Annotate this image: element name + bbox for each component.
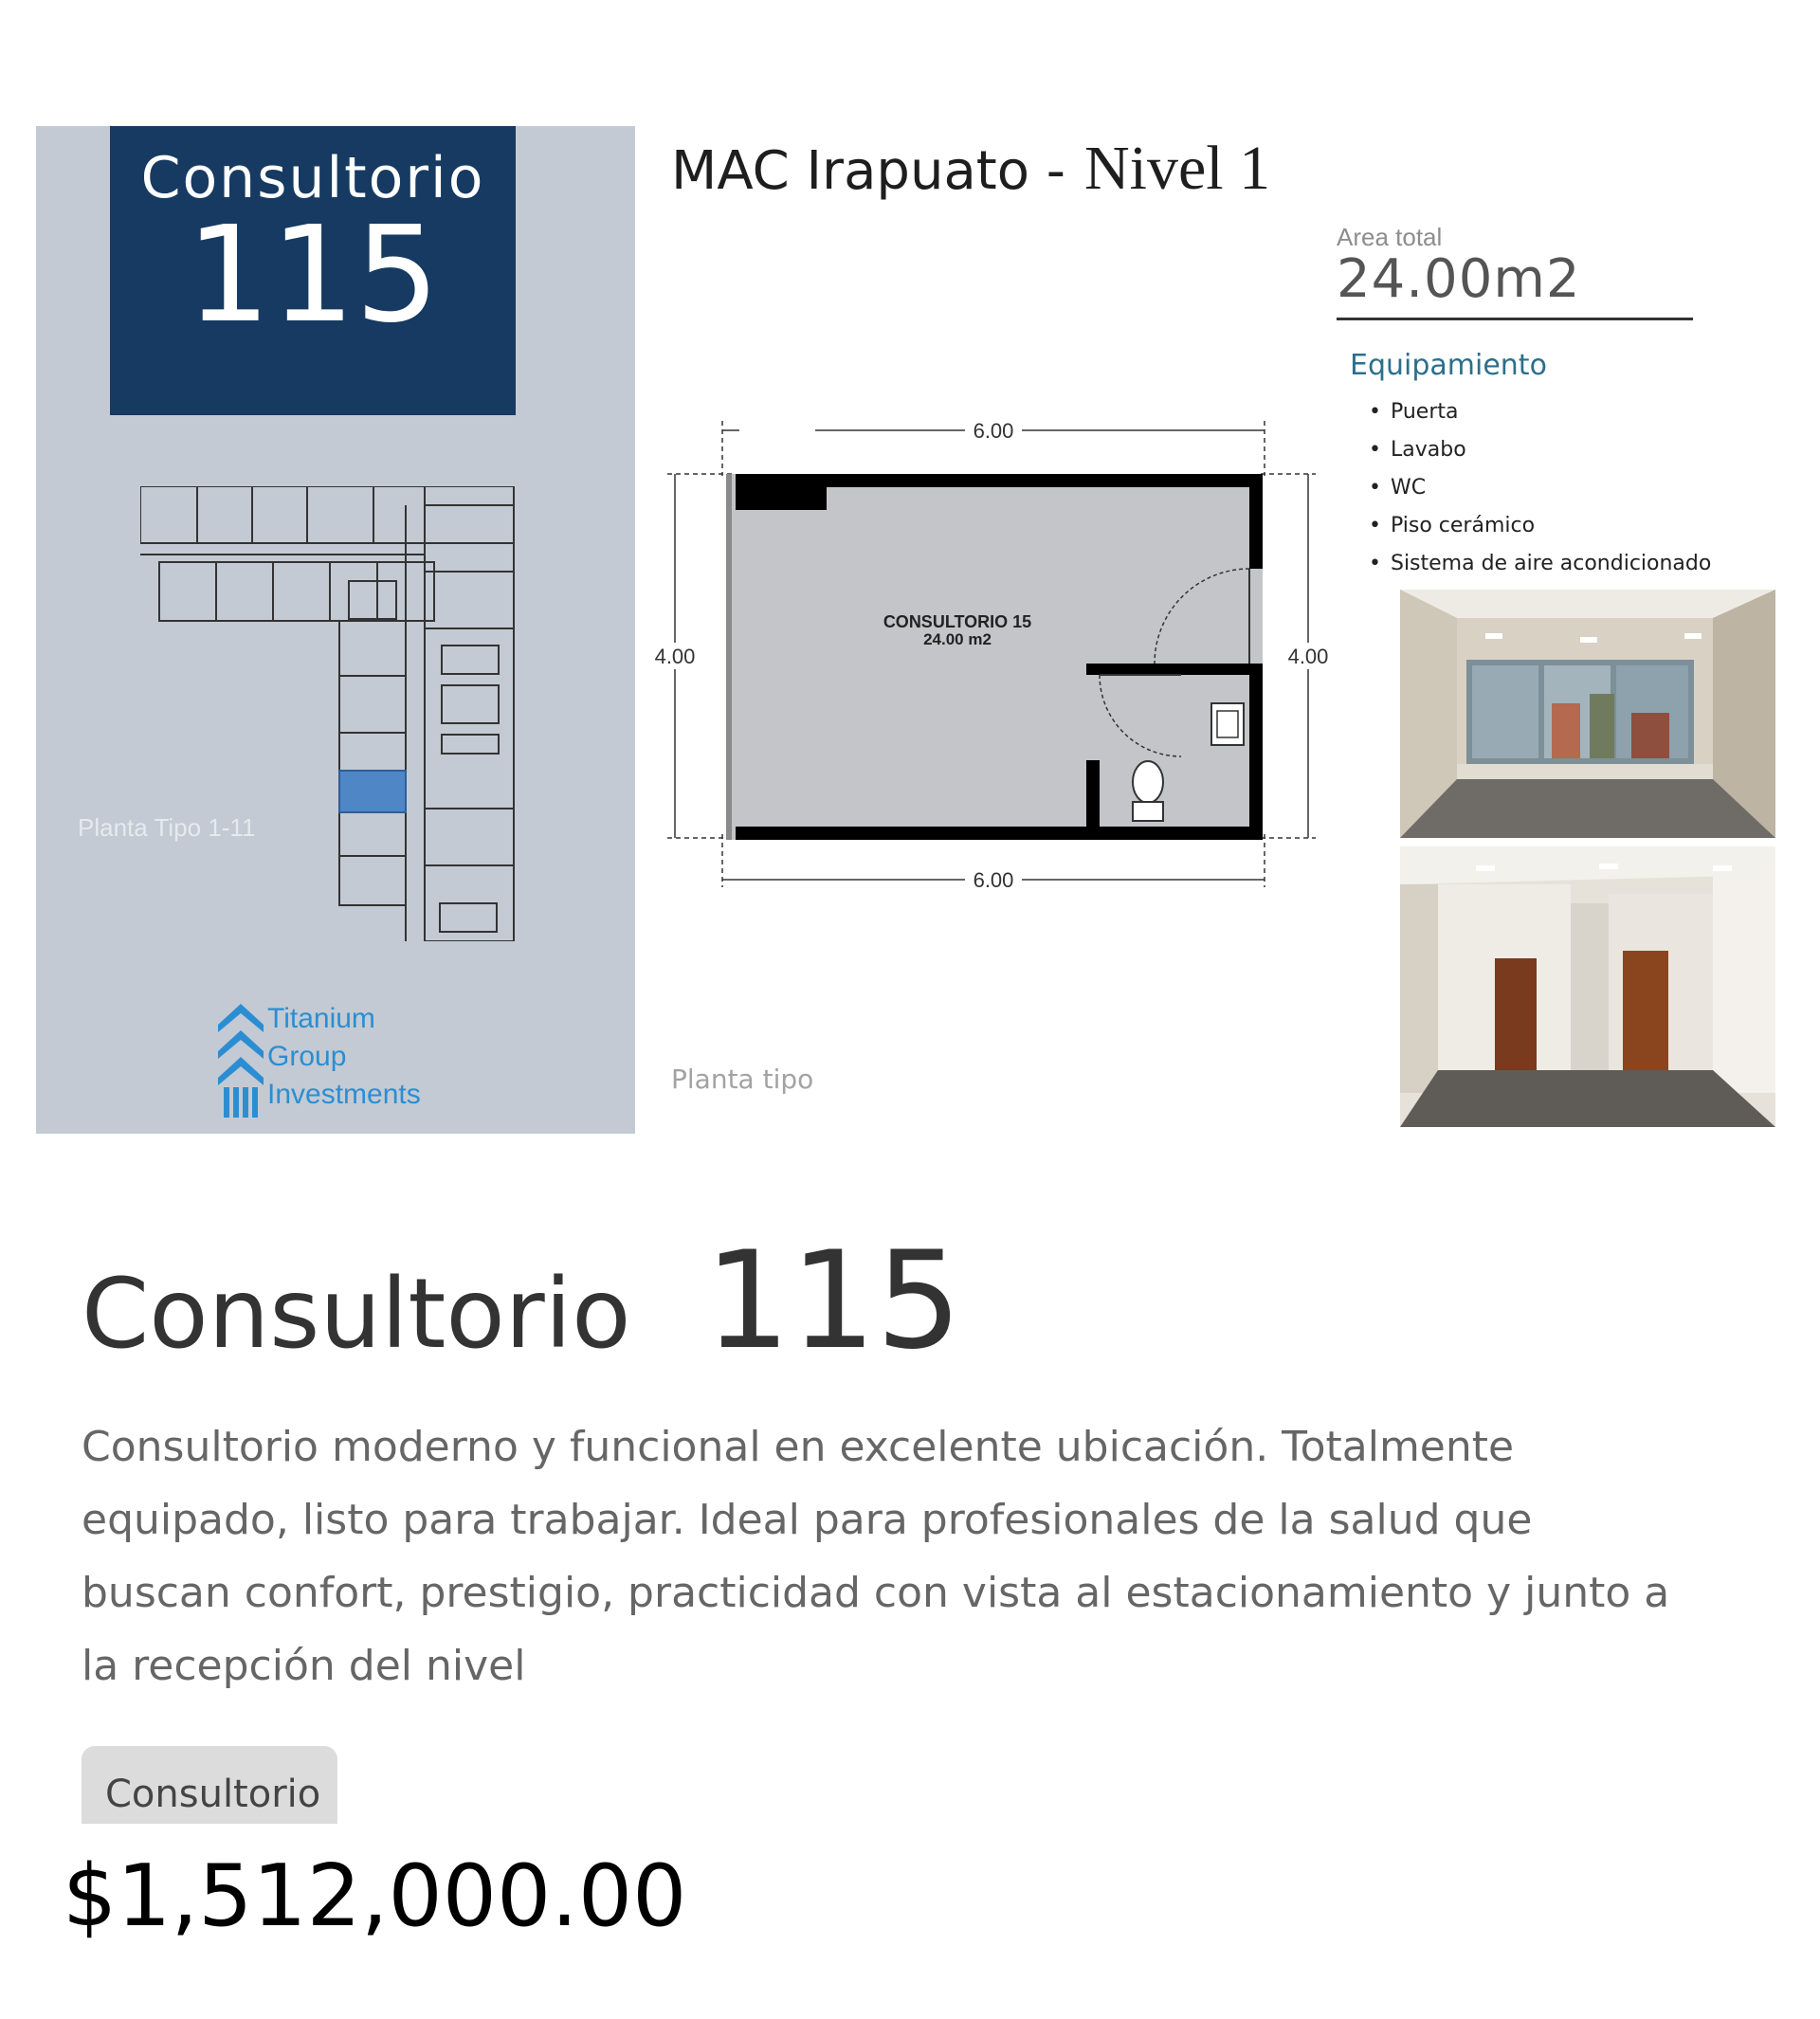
unit-title-box [110,126,516,415]
floor-plan-room-area: 24.00 m2 [923,630,992,648]
listing-title [82,1223,962,1379]
dimension-bottom: 6.00 [973,868,1014,892]
site-plan-drawing [140,486,519,941]
area-divider [1337,318,1693,320]
listing-title-word: Consultorio [82,1258,631,1371]
building-name: MAC Irapuato - [671,140,1065,202]
office-window-photo [1400,590,1775,838]
office-doors-photo [1400,846,1775,1127]
dimension-left: 4.00 [654,645,696,668]
equipment-item: • WC [1369,469,1711,507]
plan-type-caption: Planta tipo [671,1064,814,1095]
site-plan-caption: Planta Tipo 1-11 [78,813,256,842]
building-level-title [671,133,1270,205]
equipment-item: • Piso cerámico [1369,507,1711,545]
listing-description: Consultorio moderno y funcional en excelente ubicación. Totalmente equipado, listo para trabajar. Ideal para profesionales de la salud que buscan confort, prestigio, practicidad con vista al estacionamiento y junto a la recepción del nivel [82,1423,1670,1690]
dimension-top: 6.00 [973,419,1014,443]
stacked-chevron-building-icon [216,1000,265,1119]
logo-line-1: Titanium [267,1003,375,1034]
unit-title-label: Consultorio [140,145,485,211]
category-tag-label: Consultorio [105,1773,321,1816]
equipment-title: Equipamiento [1350,349,1547,382]
category-tag[interactable] [82,1746,337,1824]
highlighted-unit [339,771,406,812]
equipment-item: • Puerta [1369,393,1711,431]
brochure-left-panel [36,126,635,1134]
unit-floor-plan [654,408,1337,900]
dimension-right: 4.00 [1287,645,1329,668]
company-logo [216,1000,463,1123]
floor-plan-room-name: CONSULTORIO 15 [883,612,1032,631]
logo-line-3: Investments [267,1079,421,1110]
equipment-item: • Sistema de aire acondicionado [1369,545,1711,583]
listing-title-number: 115 [704,1223,962,1379]
unit-title-number: 115 [186,198,440,353]
logo-line-2: Group [267,1041,347,1072]
level-name: Nivel 1 [1083,134,1271,203]
equipment-list [1350,393,1711,583]
equipment-section [1350,349,1711,583]
area-block [1337,223,1693,320]
equipment-item: • Lavabo [1369,431,1711,469]
area-label: Area total [1337,223,1443,251]
area-value: 24.00m2 [1337,248,1581,310]
listing-price: $1,512,000.00 [63,1846,687,1946]
